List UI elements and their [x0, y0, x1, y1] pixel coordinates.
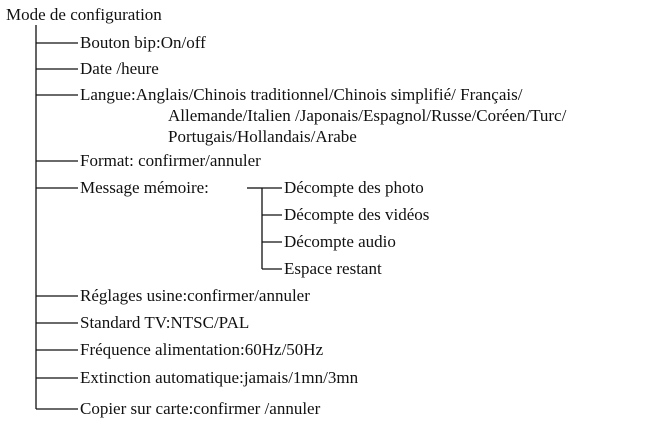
item-langue: Langue:Anglais/Chinois traditionnel/Chinois simplifié/ Français/ [80, 85, 523, 104]
sub-item-decompte-videos: Décompte des vidéos [284, 205, 430, 224]
item-standard-tv: Standard TV:NTSC/PAL [80, 313, 250, 332]
sub-item-espace-restant: Espace restant [284, 259, 382, 278]
item-frequence-alimentation: Fréquence alimentation:60Hz/50Hz [80, 340, 324, 359]
item-bouton-bip: Bouton bip:On/off [80, 33, 206, 52]
item-langue-line-3: Portugais/Hollandais/Arabe [168, 127, 357, 146]
tree-root-label: Mode de configuration [6, 5, 162, 24]
item-copier-sur-carte: Copier sur carte:confirmer /annuler [80, 399, 321, 418]
item-message-memoire: Message mémoire: [80, 178, 209, 197]
item-format: Format: confirmer/annuler [80, 151, 261, 170]
item-date-heure: Date /heure [80, 59, 159, 78]
sub-item-decompte-photo: Décompte des photo [284, 178, 424, 197]
item-reglages-usine: Réglages usine:confirmer/annuler [80, 286, 310, 305]
item-extinction-automatique: Extinction automatique:jamais/1mn/3mn [80, 368, 359, 387]
sub-item-decompte-audio: Décompte audio [284, 232, 396, 251]
item-langue-line-2: Allemande/Italien /Japonais/Espagnol/Russe/Coréen/Turc/ [168, 106, 567, 125]
